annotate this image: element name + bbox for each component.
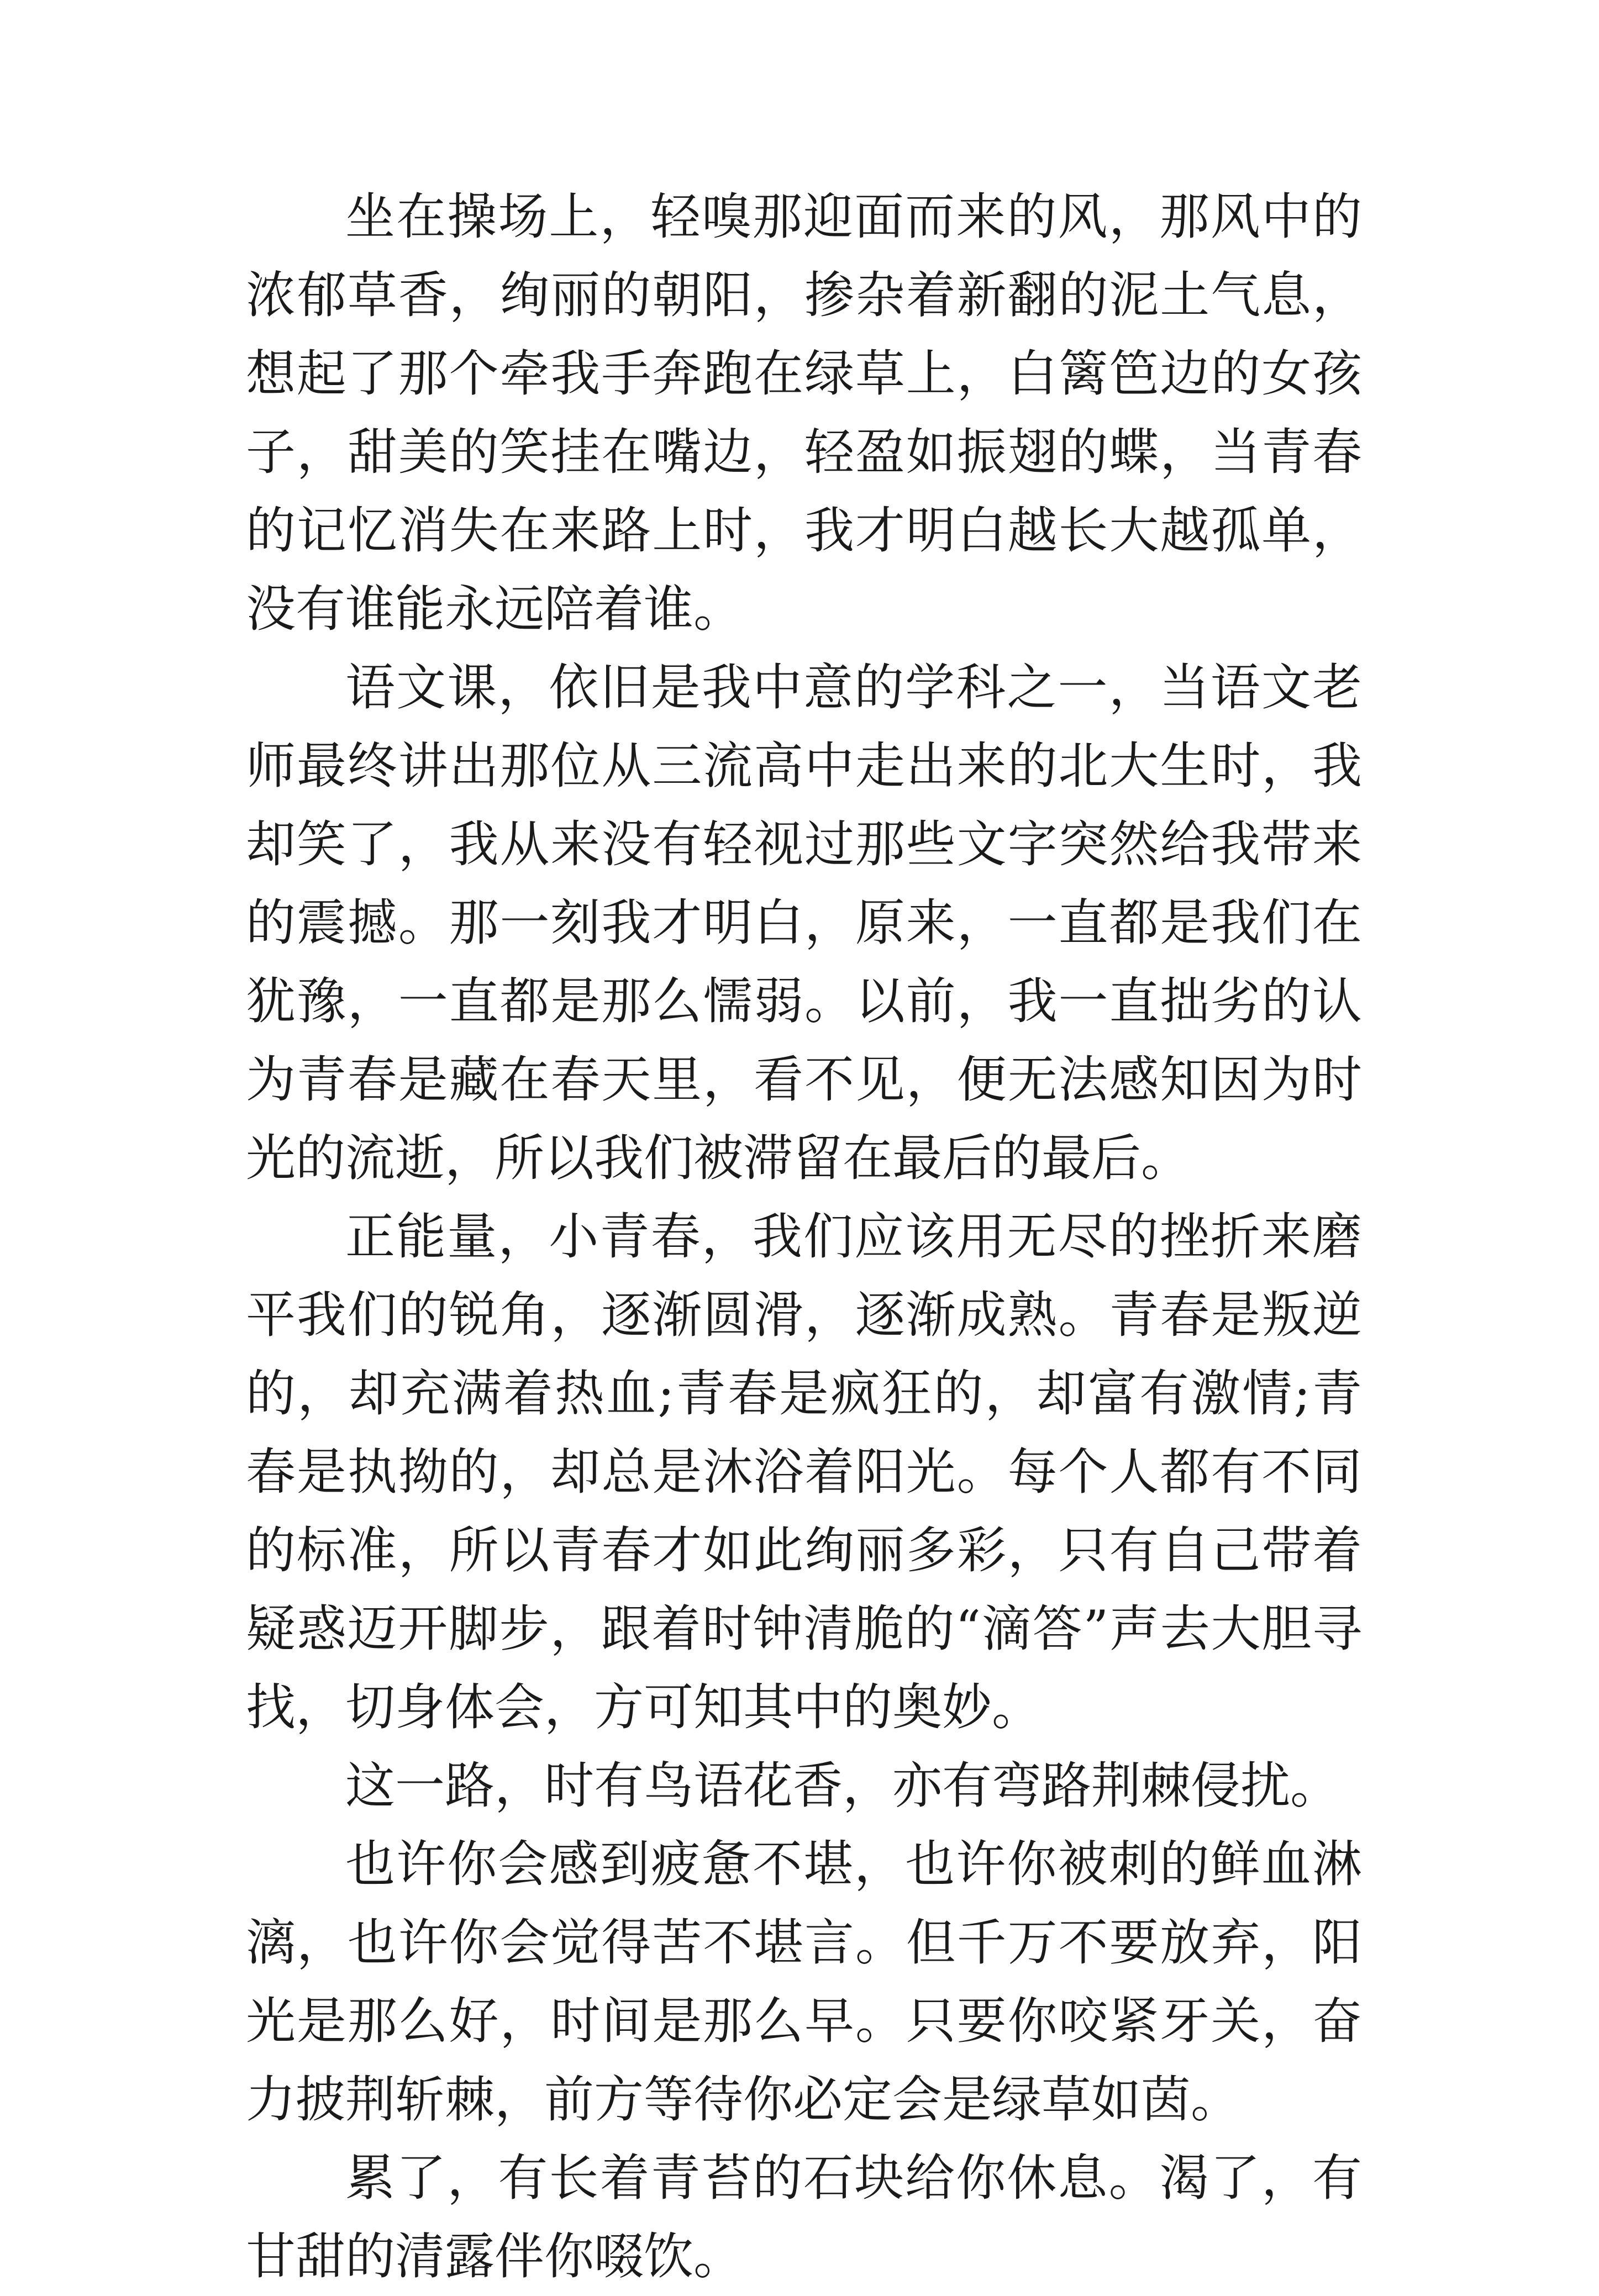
paragraph-6: 累了，有长着青苔的石块给你休息。渴了，有甘甜的清露伴你啜饮。 bbox=[246, 2149, 1362, 2286]
paragraph-3: 正能量，小青春，我们应该用无尽的挫折来磨平我们的锐角，逐渐圆滑，逐渐成熟。青春是叛逆的，却充满着热血;青春是疯狂的，却富有激情;青春是执拗的，却总是沐浴着阳光。每个人都有不同的标准，所以青春才如此绚丽多彩，只有自己带着疑惑迈开脚步，跟着时钟清脆的“滴答”声去大胆寻找，切身体会，方可知其中的奥妙。 bbox=[246, 1208, 1362, 1736]
paragraph-4: 这一路，时有鸟语花香，亦有弯路荆棘侵扰。 bbox=[345, 1757, 1340, 1815]
paragraph-2: 语文课，依旧是我中意的学科之一，当语文老师最终讲出那位从三流高中走出来的北大生时，我却笑了，我从来没有轻视过那些文字突然给我带来的震撼。那一刻我才明白，原来，一直都是我们在犹豫，一直都是那么懦弱。以前，我一直拙劣的认为青春是藏在春天里，看不见，便无法感知因为时光的流逝，所以我们被滞留在最后的最后。 bbox=[246, 659, 1362, 1187]
document-body bbox=[246, 178, 1362, 2296]
paragraph-1: 坐在操场上，轻嗅那迎面而来的风，那风中的浓郁草香，绚丽的朝阳，掺杂着新翻的泥土气息，想起了那个牵我手奔跑在绿草上，白篱笆边的女孩子，甜美的笑挂在嘴边，轻盈如振翅的蝶，当青春的记忆消失在来路上时，我才明白越长大越孤单，没有谁能永远陪着谁。 bbox=[246, 188, 1362, 638]
paragraph-5: 也许你会感到疲惫不堪，也许你被刺的鲜血淋漓，也许你会觉得苦不堪言。但千万不要放弃，阳光是那么好，时间是那么早。只要你咬紧牙关，奋力披荆斩棘，前方等待你必定会是绿草如茵。 bbox=[246, 1835, 1362, 2129]
